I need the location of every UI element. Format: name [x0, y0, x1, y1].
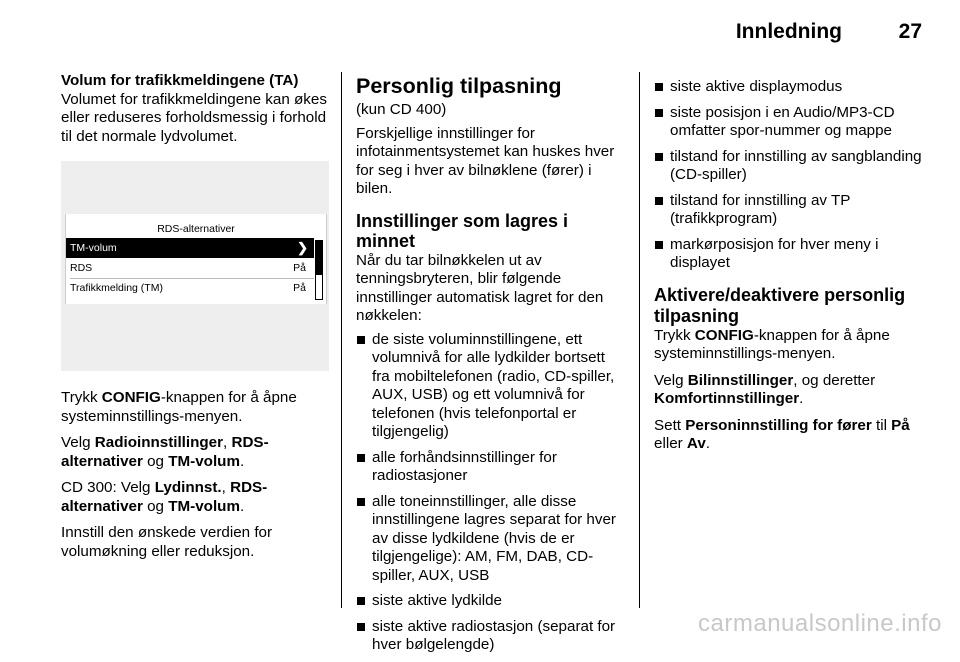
scrollbar-thumb[interactable] — [316, 241, 322, 275]
section-title: Innledning — [735, 20, 842, 43]
column-1 — [61, 72, 329, 569]
memory-settings-intro: Når du tar bilnøkkelen ut av tenningsbryteren, blir følgende innstillinger automatisk lagret for den nøkkelen: — [356, 251, 604, 324]
list-item: tilstand for innstilling av sangblanding (CD-spiller) — [654, 148, 924, 185]
memory-settings-list-continued — [654, 78, 924, 273]
rds-screen-figure — [61, 161, 329, 371]
screen-title: RDS-alternativer — [157, 223, 235, 235]
screen-row-rds[interactable] — [66, 258, 314, 278]
screen-scrollbar[interactable] — [315, 240, 323, 300]
column-3 — [654, 78, 924, 462]
screen-row-tm-volum[interactable] — [66, 238, 314, 258]
config-button-label: CONFIG — [101, 389, 161, 406]
personalization-sub: (kun CD 400) — [356, 101, 447, 118]
col3-step-3: Sett Personinnstilling for fører til På eller Av. — [654, 416, 910, 452]
col3-step-1: Trykk CONFIG-knappen for å åpne systeminnstillings-menyen. — [654, 326, 890, 362]
screen-row-label: TM-volum — [70, 242, 117, 254]
screen-row-label: RDS — [70, 262, 93, 274]
list-item: alle forhåndsinnstillinger for radiostasjoner — [356, 449, 624, 486]
list-item: de siste voluminnstillingene, ett volumnivå for alle lydkilder bortsett fra mobiltelefonen (radio, CD-spiller, AUX, USB) og ett volumnivå for telefonen (hvis telefonportal er tilgjengelig) — [356, 331, 624, 442]
screen-row-label: Trafikkmelding (TM) — [70, 282, 163, 294]
personalization-intro: Forskjellige innstillinger for infotainmentsystemet kan huskes hver for seg i hver av bilnøklene (fører) i bilen. — [356, 124, 615, 197]
column-divider — [341, 72, 342, 608]
list-item: alle toneinnstillinger, alle disse innstillingene lagres separat for hver av disse lydkildene (hvis de er tilgjengelige): AM, FM, DAB, CD-spiller, AUX, USB — [356, 493, 624, 586]
list-item: siste aktive displaymodus — [654, 78, 924, 97]
list-item: siste posisjon i en Audio/MP3-CD omfatter spor-nummer og mappe — [654, 104, 924, 141]
list-item: tilstand for innstilling av TP (trafikkprogram) — [654, 192, 924, 229]
ta-volume-heading: Volum for trafikkmeldingene (TA) — [61, 72, 299, 89]
column-2 — [356, 74, 624, 662]
page-number: 27 — [898, 20, 922, 43]
watermark: carmanualsonline.info — [698, 610, 942, 637]
col1-step-1: Trykk CONFIG-knappen for å åpne systeminnstillings-menyen. — [61, 389, 297, 425]
col1-step-2: Velg Radioinnstillinger, RDS-alternativer og TM-volum. — [61, 434, 269, 470]
memory-settings-heading: Innstillinger som lagres i minnet — [356, 210, 569, 251]
memory-settings-list — [356, 331, 624, 655]
rds-screen — [65, 214, 327, 304]
screen-row-value: På — [293, 282, 306, 294]
list-item: siste aktive lydkilde — [356, 592, 624, 611]
ta-volume-intro: Volumet for trafikkmeldingene kan økes eller reduseres forholdsmessig i forhold til det normale lydvolumet. — [61, 90, 327, 145]
list-item: siste aktive radiostasjon (separat for hver bølgelengde) — [356, 618, 624, 655]
page-header — [0, 18, 960, 48]
chevron-right-icon: ❯ — [297, 240, 308, 255]
col1-step-3: CD 300: Velg Lydinnst., RDS-alternativer og TM-volum. — [61, 479, 268, 515]
col1-step-4: Innstill den ønskede verdien for volumøkning eller reduksjon. — [61, 524, 273, 560]
column-divider — [639, 72, 640, 608]
list-item: markørposisjon for hver meny i displayet — [654, 236, 924, 273]
screen-row-trafikkmelding[interactable] — [66, 278, 314, 298]
screen-row-value: På — [293, 262, 306, 274]
col3-step-2: Velg Bilinnstillinger, og deretter Komfortinnstillinger. — [654, 371, 876, 407]
toggle-personalization-heading: Aktivere/deaktivere personlig tilpasning — [654, 284, 906, 326]
personalization-heading: Personlig tilpasning — [356, 74, 562, 98]
